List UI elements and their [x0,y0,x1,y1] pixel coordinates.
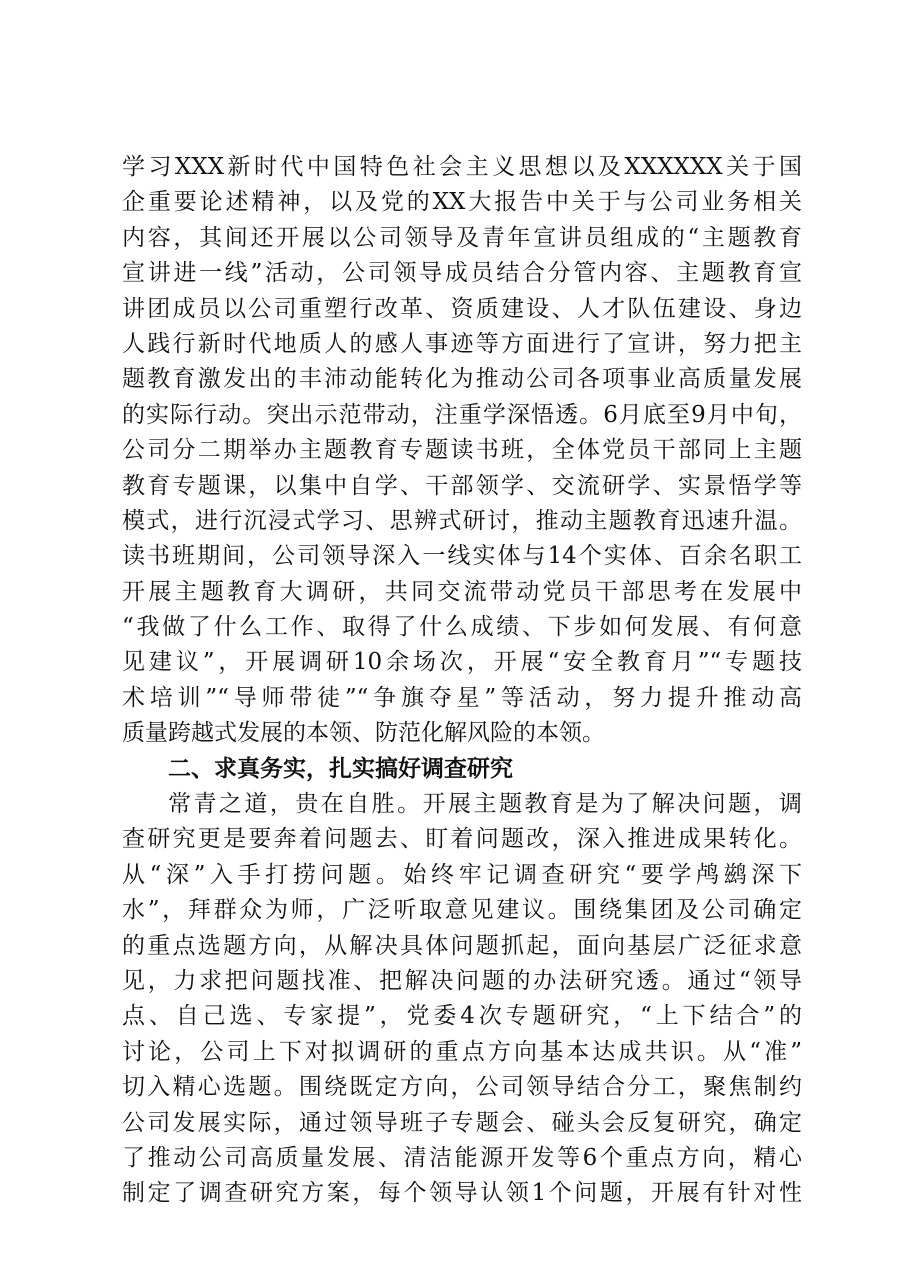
text-line: 质量跨越式发展的本领、防范化解风险的本领。 [122,720,605,747]
text-line: 的实际行动。突出示范带动，注重学深悟透。6月底至9月中旬， [122,401,802,428]
text-line: 见建议”，开展调研10余场次，开展“安全教育月”“专题技 [122,649,802,676]
text-line: 点、自己选、专家提”，党委4次专题研究，“上下结合”的 [122,1003,802,1030]
text-line: 的重点选题方向，从解决具体问题抓起，面向基层广泛征求意 [122,932,802,959]
text-line: 水”，拜群众为师，广泛听取意见建议。围绕集团及公司确定 [122,897,802,924]
text-line: 术培训”“导师带徒”“争旗夺星”等活动，努力提升推动高 [122,684,802,711]
text-line: 从“深”入手打捞问题。始终牢记调查研究“要学鸬鹚深下 [122,861,802,888]
text-line: 公司发展实际，通过领导班子专题会、碰头会反复研究，确定 [122,1109,802,1136]
paragraph-2 [122,787,802,1212]
text-line: 教育专题课，以集中自学、干部领学、交流研学、实景悟学等 [122,472,802,499]
text-line: 企重要论述精神，以及党的XX大报告中关于与公司业务相关 [122,189,802,216]
text-line: 宣讲进一线”活动，公司领导成员结合分管内容、主题教育宣 [122,260,802,287]
text-line: 题教育激发出的丰沛动能转化为推动公司各项事业高质量发展 [122,366,802,393]
document-body [122,150,802,1212]
text-line: “我做了什么工作、取得了什么成绩、下步如何发展、有何意 [122,614,802,641]
text-line: 公司分二期举办主题教育专题读书班，全体党员干部同上主题 [122,437,802,464]
paragraph-1 [122,150,802,752]
text-line: 模式，进行沉浸式学习、思辨式研讨，推动主题教育迅速升温。 [122,507,802,534]
text-line: 开展主题教育大调研，共同交流带动党员干部思考在发展中 [122,578,802,605]
text-line: 见，力求把问题找准、把解决问题的办法研究透。通过“领导 [122,967,802,994]
text-line: 内容，其间还开展以公司领导及青年宣讲员组成的“主题教育 [122,224,802,251]
text-line: 制定了调查研究方案，每个领导认领1个问题，开展有针对性 [122,1180,802,1207]
text-line: 人践行新时代地质人的感人事迹等方面进行了宣讲，努力把主 [122,330,802,357]
text-line: 读书班期间，公司领导深入一线实体与14个实体、百余名职工 [122,543,802,570]
text-line: 常青之道，贵在自胜。开展主题教育是为了解决问题，调 [168,791,802,818]
text-line: 学习XXX新时代中国特色社会主义思想以及XXXXXX关于国 [122,154,802,180]
text-line: 讨论，公司上下对拟调研的重点方向基本达成共识。从“准” [122,1038,802,1065]
text-line: 了推动公司高质量发展、清洁能源开发等6个重点方向，精心 [122,1144,802,1171]
text-line: 查研究更是要奔着问题去、盯着问题改，深入推进成果转化。 [122,826,802,853]
section-heading: 二、求真务实，扎实搞好调查研究 [168,755,513,782]
text-line: 讲团成员以公司重塑行改革、资质建设、人才队伍建设、身边 [122,295,802,322]
text-line: 切入精心选题。围绕既定方向，公司领导结合分工，聚焦制约 [122,1074,802,1101]
